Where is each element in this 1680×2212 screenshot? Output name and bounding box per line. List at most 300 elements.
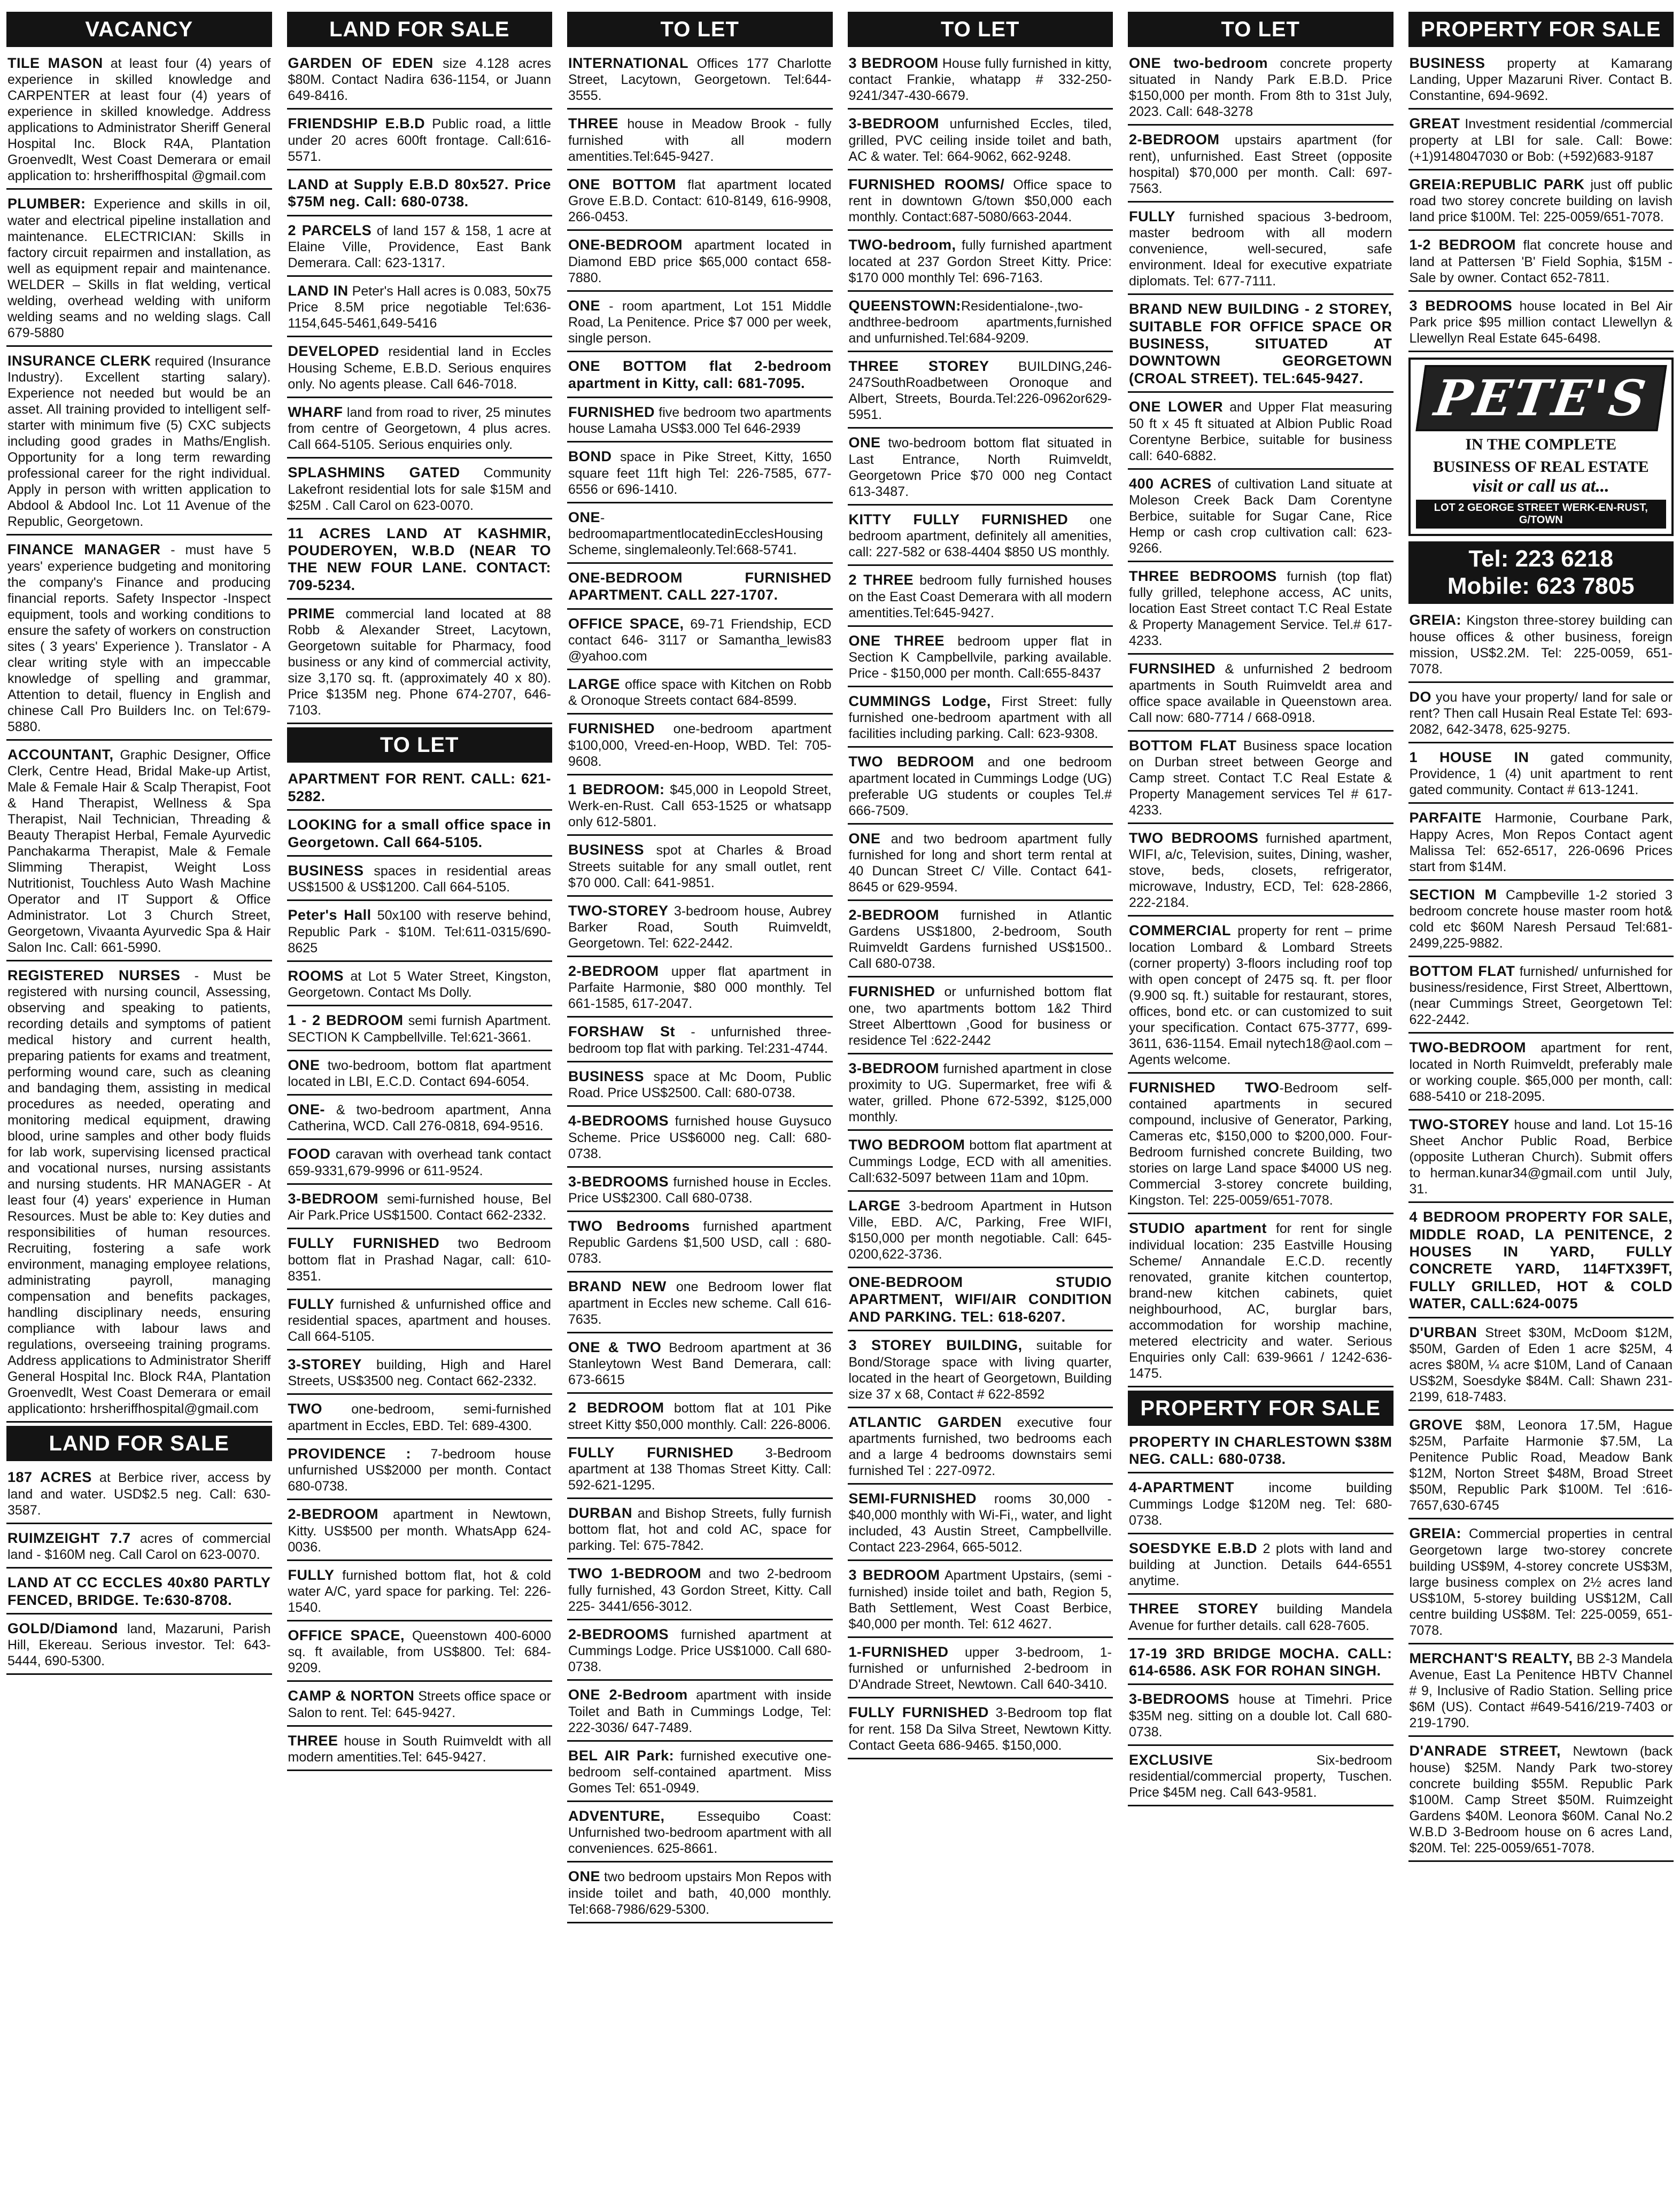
classified-ad xyxy=(1128,206,1393,295)
column-4 xyxy=(848,12,1113,2206)
column-3 xyxy=(567,12,833,2206)
classified-ad xyxy=(567,507,833,564)
ad-lead: 3-BEDROOMS xyxy=(1129,1691,1230,1707)
ad-body: furnished bottom flat, hot & cold water A/C, yard space for parking. Tel: 226-1540. xyxy=(288,1567,551,1615)
classified-ad xyxy=(848,904,1113,977)
classified-ad xyxy=(1128,1749,1393,1806)
logo-tagline-2: BUSINESS OF REAL ESTATE xyxy=(1433,457,1649,476)
classified-ad xyxy=(567,1624,833,1681)
ad-lead: SEMI-FURNISHED xyxy=(848,1490,977,1507)
classified-ad xyxy=(567,1442,833,1499)
classified-ad xyxy=(848,174,1113,231)
ad-lead: BUSINESS xyxy=(568,842,645,858)
ad-lead: 17-19 3RD BRIDGE MOCHA. CALL: 614-6586. ASK FOR ROHAN SINGH. xyxy=(1129,1645,1392,1679)
ad-body: spaces in residential areas US$1500 & US$1200. Call 664-5105. xyxy=(288,864,551,895)
ad-body: house located in Bel Air Park price $95 million contact Llewellyn & Llewellyn Real Estate 645-6498. xyxy=(1409,298,1673,346)
classified-ad xyxy=(848,1134,1113,1191)
classified-ad xyxy=(6,350,272,535)
ad-body: bedroom fully furnished houses on the East Coast Demerara with all modern amentities.Tel:645-9427. xyxy=(848,573,1112,620)
classified-ad xyxy=(848,1564,1113,1637)
classified-ad xyxy=(287,174,553,216)
ad-body: Graphic Designer, Office Clerk, Centre Head, Bridal Make-up Artist, Male & Female Hair & Scalp Therapist, Foot & Hand Therapist, Wellness & Spa Therapist, Nail Technician, Threading & Beauty Therapist Herbal, Female Ayurvedic Panchakarma Therapist, Male & Female Slimming Therapist, Weight Loss Nutritionist, Touchless Auto Wash Machine Operator and IT Support & Office Administrator. Lot 3 Church Street, Georgetown, Vivaanta Ayurvedic Spa & Hair Salon Inc. Call: 661-5990. xyxy=(7,747,271,955)
ad-body: apartment in Newtown, Kitty. US$500 per month. WhatsApp 624-0036. xyxy=(288,1507,551,1555)
ad-lead: WHARF xyxy=(288,403,343,420)
classified-ad xyxy=(848,355,1113,429)
ad-lead: LAND IN xyxy=(288,282,349,299)
column-1 xyxy=(6,12,272,2206)
ad-lead: FULLY xyxy=(288,1295,335,1312)
ad-body: house at Timehri. Price $35M neg. sitting on a double lot. Call 680-0738. xyxy=(1129,1692,1392,1740)
ad-lead: 3-BEDROOM xyxy=(848,1060,940,1076)
ad-lead: 1 HOUSE IN xyxy=(1409,749,1529,765)
ad-body: land from road to river, 25 minutes from centre of Georgetown, 4 plus acres. Call 664-5105. Serious enquiries only. xyxy=(288,405,551,453)
classified-ad xyxy=(1128,396,1393,469)
ad-lead: 2-BEDROOM xyxy=(288,1506,379,1523)
ad-lead: QUEENSTOWN: xyxy=(848,297,962,314)
ad-body: of cultivation Land situate at Moleson Creek Back Dam Corentyne Berbice, suitable for Sugar Cane, Rice Hemp or cash crop cultivation call: 623-9266. xyxy=(1129,476,1392,556)
ad-lead: BUSINESS xyxy=(568,1068,645,1084)
ad-lead: BRAND NEW xyxy=(568,1278,667,1295)
classified-ad xyxy=(848,751,1113,824)
ad-lead: FULLY FURNISHED xyxy=(288,1235,440,1252)
ad-lead: 3 BEDROOMS xyxy=(1409,297,1513,314)
ad-body: two-bedroom bottom flat situated in Last Entrance, North Ruimveldt, Georgetown Price $70 000 neg Contact 613-3487. xyxy=(848,436,1112,499)
classified-ad xyxy=(6,52,272,190)
ad-lead: THREE xyxy=(568,115,619,132)
classified-ad xyxy=(1408,1523,1674,1644)
classified-ad xyxy=(848,113,1113,170)
ad-body: furnished house Guysuco Scheme. Price US$6000 neg. Call: 680-0738. xyxy=(568,1114,832,1161)
ad-lead: TILE MASON xyxy=(7,55,103,71)
ad-body: Commercial properties in central Georgetown large two-storey concrete building US$9M, 4-storey concrete US$3M, large business complex on 2½ acres land US$10M, 5-storey building US$12M, Call centre building US$8M. Tel: 225-0059, 651-7078. xyxy=(1409,1526,1673,1638)
ad-body: space in Pike Street, Kitty, 1650 square feet 11ft high Tel: 226-7585, 677-6556 or 696-1410. xyxy=(568,449,832,497)
ad-body: and one bedroom apartment located in Cummings Lodge (UG) preferable UG students or couples Tel.# 666-7509. xyxy=(848,755,1112,818)
ad-lead: SOESDYKE E.B.D xyxy=(1129,1540,1258,1556)
ad-lead: TWO Bedrooms xyxy=(568,1217,690,1234)
ad-body: -Bedroom self-contained apartments in secured compound, inclusive of Generator, Parking, Cameras etc, $150,000 to $200,000. Four-Bedroom furnished concrete Building, two stories on large Land space $4000 US neg. Commercial 3-storey concrete building, Kingston. Tel: 225-0059/651-7078. xyxy=(1129,1080,1392,1208)
ad-body: Street $30M, McDoom $12M, $50M, Garden of Eden 1 acre $25M, 4 acres $80M, ¼ acre $10M, Land of Canaan US$2M, Soesdyke $84M. Call: Shawn 231-2199, 618-7483. xyxy=(1409,1325,1673,1404)
ad-body: Bedroom apartment at 36 Stanleytown West Band Demerara, call: 673-6615 xyxy=(568,1340,832,1388)
ad-lead: PROVIDENCE : xyxy=(288,1445,412,1462)
ad-lead: ONE xyxy=(568,297,601,314)
ad-body: and Bishop Streets, fully furnish bottom flat, hot and cold AC, space for parking. Tel: 675-7842. xyxy=(568,1505,832,1554)
petes-real-estate-logo xyxy=(1408,358,1674,536)
ad-lead: BEL AIR Park: xyxy=(568,1747,675,1764)
ad-lead: ONE xyxy=(568,1868,601,1885)
ad-body: furnished apartment, WIFI, a/c, Television, suites, Dining, washer, stove, beds, closets, refrigerator, microwave, Industry, ECD, Tel: 628-2866, 222-2184. xyxy=(1129,831,1392,911)
ad-body: suitable for Bond/Storage space with living quarter, located in the heart of Georgetown, Building size 37 x 68, Contact # 622-8592 xyxy=(848,1338,1112,1402)
ad-body: furnished in Atlantic Gardens US$1800, 2-bedroom, South Ruimveldt Gardens furnished US$1500.. Call 680-0738. xyxy=(848,908,1112,972)
ad-body: rooms 30,000 - $40,000 monthly with Wi-Fi,, water, and light included, 43 Austin Street, Campbellville. Contact 223-2964, 665-5012. xyxy=(848,1491,1112,1555)
ad-body: building, High and Harel Streets, US$3500 neg. Contact 662-2332. xyxy=(288,1357,551,1389)
ad-lead: FOOD xyxy=(288,1146,331,1162)
ad-lead: INSURANCE CLERK xyxy=(7,352,151,369)
classified-ad xyxy=(848,828,1113,901)
classified-ad xyxy=(1408,52,1674,110)
classified-ad xyxy=(848,1195,1113,1268)
ad-body: for rent for single individual location: 235 Eastville Housing Scheme/ Annandale E.C.D. recently renovated, granite kitchen countertop, brand-new kitchen cabinets, quiet neighbourhood, AC, burglar bars, accommodation for worship machine, metered electricity and water. Serious Enquiries only Call: 639-9661 / 1242-636-1475. xyxy=(1129,1221,1392,1381)
ad-lead: LAND AT CC ECCLES 40x80 PARTLY FENCED, BRIDGE. Te:630-8708. xyxy=(7,1574,271,1608)
ad-lead: ONE-BEDROOM xyxy=(568,237,683,253)
classified-ad xyxy=(567,1337,833,1394)
ad-lead: ONE xyxy=(288,1057,320,1073)
ad-lead: BUSINESS xyxy=(1409,55,1485,71)
ad-lead: LARGE xyxy=(568,676,620,693)
classified-ad xyxy=(848,509,1113,566)
ad-body: furnished executive one-bedroom self-contained apartment. Miss Gomes Tel: 651-0949. xyxy=(568,1748,832,1796)
classified-ad xyxy=(567,718,833,775)
ad-lead: APARTMENT FOR RENT. CALL: 621-5282. xyxy=(288,771,551,804)
ad-lead: PROPERTY IN CHARLESTOWN $38M NEG. CALL: 680-0738. xyxy=(1129,1433,1392,1468)
ad-lead: ONE THREE xyxy=(848,632,944,649)
ad-lead: ADVENTURE, xyxy=(568,1807,665,1824)
classified-ad xyxy=(287,220,553,277)
ad-body: First Street: fully furnished one-bedroom apartment with all facilities including parking. Call: 623-9308. xyxy=(848,694,1112,742)
ad-lead: FRIENDSHIP E.B.D xyxy=(288,115,425,132)
classified-ad xyxy=(1408,807,1674,880)
classified-ad xyxy=(6,1618,272,1675)
classified-ad xyxy=(848,1411,1113,1485)
ad-lead: 1 - 2 BEDROOM xyxy=(288,1012,404,1029)
ad-lead: Peter's Hall xyxy=(288,907,371,923)
ad-body: space at Mc Doom, Public Road. Price US$2500. Call: 680-0738. xyxy=(568,1069,832,1101)
classified-ad xyxy=(287,1143,553,1184)
classified-ad xyxy=(6,1466,272,1524)
ad-lead: TWO-BEDROOM xyxy=(1409,1039,1526,1056)
classified-ad xyxy=(6,744,272,961)
ad-lead: 1-FURNISHED xyxy=(848,1643,949,1660)
ad-lead: DEVELOPED xyxy=(288,343,380,360)
classified-ad xyxy=(848,432,1113,505)
ad-body: two-bedroom, bottom flat apartment located in LBI, E.C.D. Contact 694-6054. xyxy=(288,1058,551,1089)
classified-ad xyxy=(1408,113,1674,170)
ad-lead: PRIME xyxy=(288,606,335,622)
classified-ad xyxy=(1128,565,1393,655)
classified-ad xyxy=(1128,658,1393,731)
ad-body: one Bedroom lower flat apartment in Eccles new scheme. Call 616-7635. xyxy=(568,1279,832,1327)
classified-ad xyxy=(287,1503,553,1561)
ad-body: income building Cummings Lodge $120M neg. Tel: 680-0738. xyxy=(1129,1480,1392,1528)
ad-lead: ONE- xyxy=(288,1101,325,1117)
classified-ad xyxy=(567,1805,833,1862)
ad-body: 3-bedroom house, Aubrey Barker Road, South Ruimveldt, Georgetown. Tel: 622-2442. xyxy=(568,903,832,951)
ad-body: furnished & unfurnished office and residential spaces, apartment and houses. Call 664-5105. xyxy=(288,1297,551,1344)
ad-body: caravan with overhead tank contact 659-9331,679-9996 or 611-9524. xyxy=(288,1147,551,1178)
ad-lead: 2 THREE xyxy=(848,572,914,588)
ad-body: and Upper Flat measuring 50 ft x 45 ft situated at Albion Public Road Corentyne Berbice, suitable for business call: 640-6882. xyxy=(1129,400,1392,463)
ad-lead: ONE BOTTOM flat 2-bedroom apartment in Kitty, call: 681-7095. xyxy=(568,358,832,392)
ad-lead: OFFICE SPACE, xyxy=(568,615,684,632)
ad-body: at least four (4) years of experience in skilled knowledge and CARPENTER at least four (4) years of experience in skilled knowledge. Address applications to Administrator Sheriff General Hospital Inc. Block R4A, Plantation Groenvedlt, West Coast Demerara or email application to: hrsheriffhospital @gmail.com xyxy=(7,56,271,184)
ad-body: house in Meadow Brook - fully furnished with all modern amentities.Tel:645-9427. xyxy=(568,117,832,164)
ad-body: Peter's Hall acres is 0.083, 50x75 Price 8.5M price negotiable Tel:636-1154,645-5461,649-5416 xyxy=(288,283,551,331)
ad-lead: 400 ACRES xyxy=(1129,475,1212,492)
classified-ad xyxy=(1408,1740,1674,1861)
classified-ad xyxy=(287,523,553,600)
ad-lead: 3 BEDROOM xyxy=(848,1567,940,1584)
classified-ad xyxy=(848,295,1113,352)
ad-body: - must have 5 years' experience budgeting and monitoring the company's Finance and producing financial reports. Safety Inspector -Inspect equipment, tools and working conditions to ensure the safety of workers on construction sites ( 3 years' Experience ). Translator - A clear writing style with an impeccable knowledge of spelling and grammar, Attention to detail, fluency in English and chinese Call Pro Builders Inc. on Tel:679-5880. xyxy=(7,542,271,734)
ad-body: Harmonie, Courbane Park, Happy Acres, Mon Repos Contact agent Malissa Tel: 652-6517, 226-0696 Prices start from $14M. xyxy=(1409,811,1673,874)
ad-body: bottom flat at 101 Pike street Kitty $50,000 monthly. Call: 226-8006. xyxy=(568,1401,832,1432)
ad-lead: FINANCE MANAGER xyxy=(7,541,161,558)
classified-ad xyxy=(287,113,553,170)
ad-lead: 3-BEDROOM xyxy=(288,1190,379,1207)
ad-lead: OFFICE SPACE, xyxy=(288,1627,405,1643)
ad-body: flat concrete house and land at Pattersen 'B' Field Sophia, $15M - Sale by owner. Contact 652-7811. xyxy=(1409,238,1673,285)
ad-lead: 1 BEDROOM: xyxy=(568,781,665,797)
ad-body: one bedroom apartment, definitely all amenities, call: 227-582 or 638-4404 $850 US monthly. xyxy=(848,512,1112,560)
classified-ad xyxy=(567,1502,833,1559)
classified-ad xyxy=(1408,1322,1674,1411)
classified-ad xyxy=(567,52,833,110)
ad-lead: 2-BEDROOMS xyxy=(568,1626,669,1642)
classified-ad xyxy=(1128,298,1393,393)
ad-lead: GREIA:REPUBLIC PARK xyxy=(1409,176,1585,192)
ad-lead: LOOKING for a small office space in Georgetown. Call 664-5105. xyxy=(288,817,551,850)
ad-lead: 4 BEDROOM PROPERTY FOR SALE, MIDDLE ROAD, LA PENITENCE, 2 HOUSES IN YARD, FULLY CONCRETE YARD, 114FTX39FT, FULLY GRILLED, HOT & COLD WATER, CALL:624-0075 xyxy=(1409,1209,1673,1312)
ad-lead: TWO-STOREY xyxy=(1409,1116,1510,1132)
classified-ad xyxy=(848,630,1113,687)
classified-ad xyxy=(567,1866,833,1923)
classified-ad xyxy=(6,965,272,1423)
section-header: LAND FOR SALE xyxy=(6,1426,272,1461)
classified-ad xyxy=(1128,1538,1393,1595)
ad-lead: 187 ACRES xyxy=(7,1469,92,1486)
classified-ad xyxy=(287,1443,553,1500)
logo-mobile: Mobile: 623 7805 xyxy=(1447,572,1635,599)
ad-body: 3-Bedroom top flat for rent. 158 Da Silva Street, Newtown Kitty. Contact Geeta 686-9465. $150,000. xyxy=(848,1705,1112,1753)
ad-body: Kingston three-storey building can house offices & other business, foreign mission, US$2.2M. Tel: 225-0059, 651-7078. xyxy=(1409,613,1673,677)
ad-body: Six-bedroom residential/commercial property, Tuschen. Price $45M neg. Call 643-9581. xyxy=(1129,1752,1392,1800)
classified-ad xyxy=(287,1398,553,1439)
ad-lead: ONE LOWER xyxy=(1129,399,1224,415)
ad-body: of land 157 & 158, 1 acre at Elaine Ville, Providence, East Bank Demerara. Call: 623-1317. xyxy=(288,223,551,270)
ad-lead: EXCLUSIVE xyxy=(1129,1751,1213,1768)
classified-ad xyxy=(1408,174,1674,231)
classified-ad xyxy=(1408,747,1674,804)
ad-lead: 11 ACRES LAND AT KASHMIR, POUDEROYEN, W.B.D (NEAR TO THE NEW FOUR LANE. CONTACT: 709-5234. xyxy=(288,525,551,593)
ad-body: property at Kamarang Landing, Upper Mazaruni River. Contact B. Constantine, 694-9692. xyxy=(1409,56,1673,104)
classified-ad xyxy=(1408,234,1674,291)
classified-ad xyxy=(1128,1477,1393,1534)
ad-lead: 2-BEDROOM xyxy=(568,963,659,980)
ad-body: building Mandela Avenue for further details. call 628-7605. xyxy=(1129,1602,1392,1633)
classified-ad xyxy=(567,1745,833,1802)
logo-phone-box xyxy=(1408,541,1674,604)
ad-lead: GREAT xyxy=(1409,115,1460,132)
ad-body: Public road, a little under 20 acres 600ft frontage. Call:616-5571. xyxy=(288,117,551,164)
classified-ad xyxy=(287,1010,553,1051)
classified-ad xyxy=(1128,1217,1393,1387)
classified-ad xyxy=(287,860,553,901)
classified-ad xyxy=(567,673,833,715)
classified-ad xyxy=(567,839,833,896)
ad-lead: KITTY FULLY FURNISHED xyxy=(848,511,1069,527)
ad-body: you have your property/ land for sale or rent? Then call Husain Real Estate Tel: 693-2082, 642-3478, 625-9275. xyxy=(1409,689,1673,737)
ad-lead: INTERNATIONAL xyxy=(568,55,688,71)
classified-ad xyxy=(287,1054,553,1096)
classified-ad xyxy=(287,1685,553,1726)
classified-ad xyxy=(1128,52,1393,126)
classified-ad xyxy=(287,1564,553,1621)
column-2 xyxy=(287,12,553,2206)
ad-lead: BOND xyxy=(568,448,612,465)
ad-body: upper flat apartment in Parfaite Harmonie, $80 000 monthly. Tel 661-1585, 617-2047. xyxy=(568,964,832,1012)
ad-lead: BOTTOM FLAT xyxy=(1409,963,1515,980)
ad-body: $45,000 in Leopold Street, Werk-en-Rust. Call 653-1525 or whatsapp only 612-5801. xyxy=(568,782,832,830)
ad-body: Office space to rent in downtown G/town $50,000 each monthly. Contact:687-5080/663-2044. xyxy=(848,177,1112,225)
classified-ad xyxy=(1408,1414,1674,1519)
ad-body: apartment with inside Toilet and Bath in Cummings Lodge, Tel: 222-3036/ 647-7489. xyxy=(568,1688,832,1735)
ad-body: spot at Charles & Broad Streets suitable for any small outlet, rent $70 000. Call: 641-9851. xyxy=(568,843,832,890)
section-header: TO LET xyxy=(1128,12,1393,47)
ad-lead: 2-BEDROOM xyxy=(1129,131,1220,148)
ad-body: residential land in Eccles Housing Scheme, E.B.D. Serious enquires only. No agents please. Call 646-7018. xyxy=(288,344,551,392)
ad-body: flat apartment located Grove E.B.D. Contact: 610-8149, 616-9908, 266-0453. xyxy=(568,177,832,225)
classified-ad xyxy=(287,340,553,398)
ad-body: Community Lakefront residential lots for sale $15M and $25M . Call Carol on 623-0070. xyxy=(288,465,551,513)
ad-body: apartment for rent, located in North Ruimveldt, preferably male or working couple. $65,000 per month, call: 688-5410 or 218-2095. xyxy=(1409,1041,1673,1104)
ad-lead: 4-BEDROOMS xyxy=(568,1113,669,1129)
classified-ad xyxy=(848,1702,1113,1759)
ad-lead: SPLASHMINS GATED xyxy=(288,464,460,481)
classified-ad xyxy=(287,1232,553,1290)
classified-ad xyxy=(567,1066,833,1107)
ad-lead: THREE STOREY xyxy=(848,358,989,374)
ad-body: BUILDING,246-247SouthRoadbetween Oronoque and Albert, Streets, Bourda.Tel:226-0962or629-5951. xyxy=(848,359,1112,423)
ad-lead: TWO xyxy=(288,1401,322,1417)
classified-ad xyxy=(287,904,553,961)
ad-body: bottom flat apartment at Cummings Lodge, ECD with all amenities. Call:632-5097 between 11am and 10pm. xyxy=(848,1138,1112,1185)
ad-body: Business space location on Durban street between George and Camp street. Contact T.C Real Estate & Property Management services Tel # 617-4233. xyxy=(1129,738,1392,818)
column-6 xyxy=(1408,12,1674,2206)
section-header: LAND FOR SALE xyxy=(287,12,553,47)
ad-lead: 2-BEDROOM xyxy=(848,907,940,923)
ad-lead: TWO BEDROOMS xyxy=(1129,830,1259,847)
ad-lead: ROOMS xyxy=(288,967,344,984)
ad-body: Experience and skills in oil, water and electrical pipeline installation and maintenance. ELECTRICIAN: Skills in factory circuit repairmen and installation, as well as equipment repair and maintenance. WELDER – Skills in flat welding, vertical welding, overhead welding with uniform welding seams and no welding slags. Call 679-5880 xyxy=(7,197,271,340)
classified-ad xyxy=(1128,1688,1393,1745)
ad-lead: CAMP & NORTON xyxy=(288,1688,415,1704)
classified-ad xyxy=(287,462,553,519)
classified-ad xyxy=(287,280,553,337)
ad-lead: TWO BEDROOM xyxy=(848,754,974,770)
ad-lead: ONE xyxy=(568,509,601,525)
ad-lead: TWO 1-BEDROOM xyxy=(568,1565,702,1582)
classified-ad xyxy=(1408,295,1674,352)
classified-ad xyxy=(848,1334,1113,1408)
ad-body: two bedroom upstairs Mon Repos with inside toilet and bath, 40,000 monthly. Tel:668-7986/629-5300. xyxy=(568,1869,832,1917)
classified-ad xyxy=(287,52,553,110)
ad-lead: RUIMZEIGHT 7.7 xyxy=(7,1530,131,1546)
ad-lead: FULLY xyxy=(288,1566,335,1583)
logo-tel: Tel: 223 6218 xyxy=(1468,545,1614,572)
classified-ad xyxy=(1408,1648,1674,1737)
ad-lead: LAND at Supply E.B.D 80x527. Price $75M neg. Call: 680-0738. xyxy=(288,176,551,210)
ad-body: furnished apartment in close proximity to UG. Supermarket, free wifi & water, grilled. Phone 672-5392, $125,000 monthly. xyxy=(848,1061,1112,1125)
classified-ad xyxy=(287,768,553,811)
ad-lead: THREE xyxy=(288,1732,338,1749)
ad-body: 7-bedroom house unfurnished US$2000 per month. Contact 680-0738. xyxy=(288,1446,551,1494)
column-5 xyxy=(1128,12,1393,2206)
ad-body: at Berbice river, access by land and water. USD$2.5 neg. Call: 630-3587. xyxy=(7,1470,271,1518)
ad-lead: GARDEN OF EDEN xyxy=(288,55,433,71)
classified-ad xyxy=(287,1293,553,1351)
ad-body: -bedroomapartmentlocatedinEcclesHousingScheme, singlemaleonly.Tel:668-5741. xyxy=(568,510,823,557)
classified-ad xyxy=(567,1397,833,1438)
ad-lead: FURNSIHED xyxy=(1129,661,1216,677)
ad-lead: ONE 2-Bedroom xyxy=(568,1687,688,1703)
ad-body: one-bedroom, semi-furnished apartment in Eccles, EBD. Tel: 689-4300. xyxy=(288,1402,551,1433)
classified-ad xyxy=(1128,1643,1393,1686)
classified-ad xyxy=(6,539,272,740)
ad-lead: DURBAN xyxy=(568,1504,632,1521)
ad-body: 50x100 with reserve behind, Republic Park - $10M. Tel:611-0315/690-8625 xyxy=(288,908,551,956)
ad-lead: 3-STOREY xyxy=(288,1356,362,1372)
ad-lead: 3-BEDROOM xyxy=(848,115,940,132)
ad-body: furnished apartment Republic Gardens $1,500 USD, call : 680-0783. xyxy=(568,1218,832,1267)
ad-lead: TWO-bedroom, xyxy=(848,237,956,253)
logo-tagline-1: IN THE COMPLETE xyxy=(1465,435,1617,453)
section-header: PROPERTY FOR SALE xyxy=(1408,12,1674,47)
ad-body: furnished spacious 3-bedroom, master bedroom with all modern convenience, well-secured, safe environment. Ideal for executive expatriate diplomats. Tel: 677-7111. xyxy=(1129,209,1392,289)
classified-ad xyxy=(287,1625,553,1682)
classified-ad xyxy=(848,52,1113,110)
section-header: TO LET xyxy=(287,727,553,763)
ad-body: Investment residential /commercial property at LBI for sale. Call: Bowe: (+1)9148047030 or Bob: (+592)683-9187 xyxy=(1409,117,1673,164)
classified-ad xyxy=(567,234,833,291)
ad-lead: STUDIO apartment xyxy=(1129,1220,1267,1237)
classified-ad xyxy=(1128,920,1393,1073)
classified-ad xyxy=(567,567,833,610)
ad-lead: 3-BEDROOMS xyxy=(568,1173,669,1190)
ad-body: upstairs apartment (for rent), unfurnished. East Street (opposite hospital) $70,000 per month. Call: 697-7563. xyxy=(1129,133,1392,196)
classified-ad xyxy=(1408,1114,1674,1203)
ad-body: just off public road two storey concrete building on lavish land price $100M. Tel: 225-0059/651-7078. xyxy=(1409,177,1673,225)
ad-lead: BRAND NEW BUILDING - 2 STOREY, SUITABLE FOR OFFICE SPACE OR BUSINESS, SITUATED AT DOWNTOWN GEORGETOWN (CROAL STREET). TEL:645-9427. xyxy=(1129,301,1392,386)
ad-body: Newtown (back house) $25M. Nandy Park two-storey concrete building $55M. Republic Park $100M. Camp Street $50M. Ruimzeight Gardens $40M. Leonora $60M. Canal No.2 W.B.D 3-Bedroom house on 6 acres Land, $20M. Tel: 225-0059/651-7078. xyxy=(1409,1744,1673,1856)
ad-body: Essequibo Coast: Unfurnished two-bedroom apartment with all conveniences. 625-8661. xyxy=(568,1809,832,1857)
ad-lead: THREE BEDROOMS xyxy=(1129,568,1277,584)
ad-body: - unfurnished three-bedroom top flat with parking. Tel:231-4744. xyxy=(568,1024,832,1056)
ad-body: - room apartment, Lot 151 Middle Road, La Penitence. Price $7 000 per week, single person. xyxy=(568,298,832,346)
ad-lead: 3 BEDROOM xyxy=(848,55,939,71)
classified-ad xyxy=(1408,884,1674,957)
ad-lead: LARGE xyxy=(848,1197,901,1214)
section-header: PROPERTY FOR SALE xyxy=(1128,1391,1393,1426)
classified-ad xyxy=(567,1021,833,1062)
classified-ad xyxy=(1128,129,1393,202)
ad-body: apartment located in Diamond EBD price $65,000 contact 658-7880. xyxy=(568,238,832,285)
ad-lead: REGISTERED NURSES xyxy=(7,967,181,983)
ad-body: acres of commercial land - $160M neg. Call Carol on 623-0070. xyxy=(7,1531,271,1563)
ad-body: and two 2-bedroom fully furnished, 43 Gordon Street, Kitty. Call 225- 3441/656-3012. xyxy=(568,1566,832,1614)
ad-body: Streets office space or Salon to rent. Tel: 645-9427. xyxy=(288,1689,551,1720)
ad-body: upper 3-bedroom, 1-furnished or unfurnished 2-bedroom in D'Andrade Street, Newtown. Call 640-3410. xyxy=(848,1644,1112,1693)
ad-body: property for rent – prime location Lombard & Lombard Streets (corner property) 3-floors including roof top with open concept of 2475 sq. ft. per floor (9.900 sq. ft.) suitable for restaurant, stores, offices, bond etc. or can customized to suit your specification. Contact 675-3777, 699-3611, 636-1154. Email nytech18@aol.com – Agents welcome. xyxy=(1129,923,1392,1067)
ad-lead: ONE-BEDROOM FURNISHED APARTMENT. CALL 227-1707. xyxy=(568,569,832,603)
ad-body: house and land. Lot 15-16 Sheet Anchor Public Road, Berbice (opposite Lutheran Church). Submit offers to herman.kunar34@gmail.com until July, 31. xyxy=(1409,1117,1673,1197)
classified-ad xyxy=(848,234,1113,291)
ad-body: gated community, Providence, 1 (4) unit apartment to rent gated community. Contact # 613-1241. xyxy=(1409,750,1673,798)
ad-lead: FURNISHED xyxy=(568,403,655,420)
ad-body: bedroom upper flat in Section K Campbellvile, parking available. Price - $150,000 per month. Call:655-8437 xyxy=(848,633,1112,681)
ad-lead: 3 STOREY BUILDING, xyxy=(848,1337,1023,1354)
ad-lead: GOLD/Diamond xyxy=(7,1620,118,1636)
ad-lead: FULLY FURNISHED xyxy=(568,1444,734,1461)
ad-lead: ONE & TWO xyxy=(568,1339,662,1355)
